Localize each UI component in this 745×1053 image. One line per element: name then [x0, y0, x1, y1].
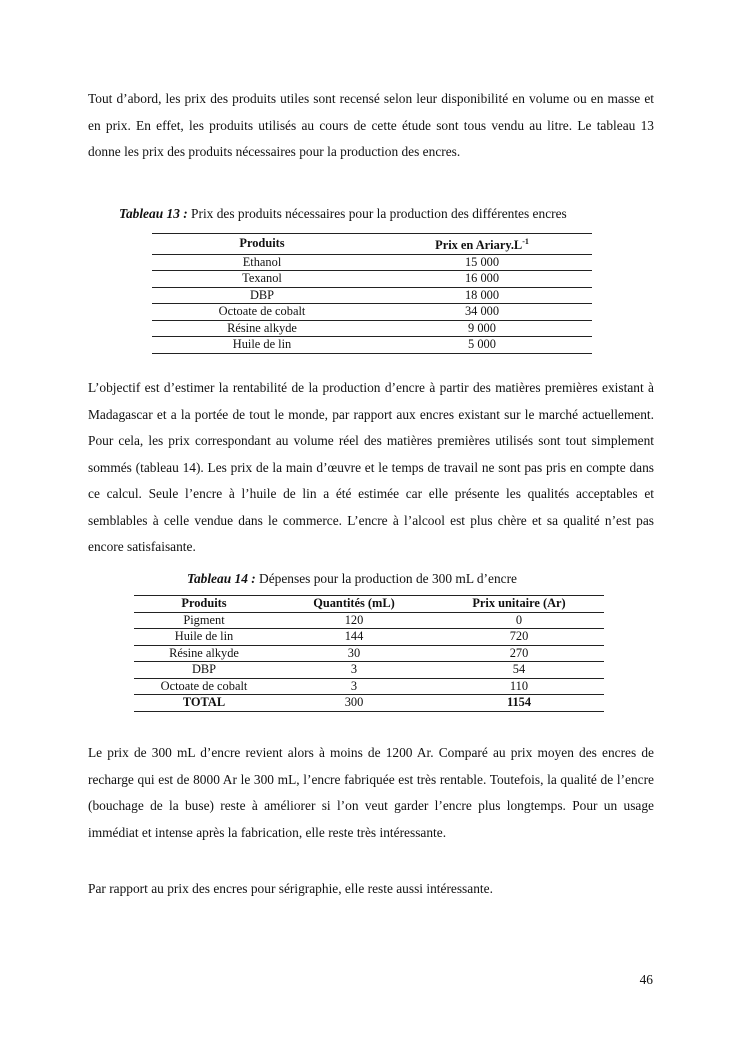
table14-total-row: [134, 695, 604, 712]
table14-cell: 720: [434, 629, 604, 646]
intro-paragraph: Tout d’abord, les prix des produits utiles sont recensé selon leur disponibilité en volume ou en masse et en prix. En effet, les produits utilisés au cours de cette étude sont tous vendu au litre. Le tableau 13 donne les prix des produits nécessaires pour la production des encres.: [88, 91, 654, 159]
table13-header-price-text: Prix en Ariary.L: [435, 238, 523, 253]
table14-total-label: TOTAL: [134, 695, 274, 712]
table14-cell: Pigment: [134, 612, 274, 629]
table14-header-quantity: Quantités (mL): [274, 596, 434, 613]
table13-cell: Ethanol: [152, 254, 372, 271]
page-number: 46: [639, 972, 653, 987]
table13-cell: Texanol: [152, 271, 372, 288]
table-row: [134, 629, 604, 646]
table14-header-products: Produits: [134, 596, 274, 613]
table13-header-products: Produits: [152, 234, 372, 255]
table-row: [134, 662, 604, 679]
table-row: [152, 287, 592, 304]
table14-cell: 144: [274, 629, 434, 646]
table14-cell: 120: [274, 612, 434, 629]
table13-cell: 15 000: [372, 254, 592, 271]
table14-cell: 54: [434, 662, 604, 679]
table13-title: Prix des produits nécessaires pour la production des différentes encres: [187, 206, 567, 221]
table-row: [152, 320, 592, 337]
table14-cell: Huile de lin: [134, 629, 274, 646]
table14-cell: Résine alkyde: [134, 645, 274, 662]
table14-title: Dépenses pour la production de 300 mL d’encre: [255, 571, 517, 586]
table14-cell: 3: [274, 662, 434, 679]
table13-caption: [119, 206, 567, 222]
table13-header-price: [372, 234, 592, 255]
table13-header-row: [152, 234, 592, 255]
table-row: [134, 645, 604, 662]
table14-header-unit-price: Prix unitaire (Ar): [434, 596, 604, 613]
table-row: [152, 271, 592, 288]
table-row: [152, 337, 592, 354]
table14-total-quantity: 300: [274, 695, 434, 712]
table13-cell: Résine alkyde: [152, 320, 372, 337]
table-row: [152, 254, 592, 271]
table13-cell: 34 000: [372, 304, 592, 321]
table14-cell: 110: [434, 678, 604, 695]
table-row: [134, 678, 604, 695]
table14: [134, 595, 604, 712]
table13-cell: Octoate de cobalt: [152, 304, 372, 321]
table13-cell: DBP: [152, 287, 372, 304]
table14-cell: 0: [434, 612, 604, 629]
final-paragraph: Par rapport au prix des encres pour sérigraphie, elle reste aussi intéressante.: [88, 881, 493, 896]
table14-caption: [187, 571, 517, 587]
table14-header-row: [134, 596, 604, 613]
table14-label: Tableau 14 :: [187, 571, 256, 586]
table13-cell: Huile de lin: [152, 337, 372, 354]
table14-cell: DBP: [134, 662, 274, 679]
table-row: [134, 612, 604, 629]
table13-cell: 18 000: [372, 287, 592, 304]
table13-header-price-exponent: -1: [522, 237, 529, 246]
table13-cell: 5 000: [372, 337, 592, 354]
table13-label: Tableau 13 :: [119, 206, 188, 221]
conclusion-paragraph: Le prix de 300 mL d’encre revient alors à moins de 1200 Ar. Comparé au prix moyen des encres de recharge qui est de 8000 Ar le 300 mL, l’encre fabriquée est très rentable. Toutefois, la qualité de l’encre (bouchage de la buse) reste à améliorer si l’on veut garder l’encre plus longtemps. Pour un usage immédiat et intense après la fabrication, elle reste très intéressante.: [88, 745, 654, 840]
table14-cell: 270: [434, 645, 604, 662]
table14-cell: 30: [274, 645, 434, 662]
table14-cell: 3: [274, 678, 434, 695]
table13: [152, 233, 592, 354]
table-row: [152, 304, 592, 321]
table13-cell: 16 000: [372, 271, 592, 288]
table14-total-price: 1154: [434, 695, 604, 712]
table13-cell: 9 000: [372, 320, 592, 337]
objective-paragraph: L’objectif est d’estimer la rentabilité de la production d’encre à partir des matières premières existant à Madagascar et a la portée de tout le monde, par rapport aux encres existant sur le marché actuellement. Pour cela, les prix correspondant au volume réel des matières premières utilisés sont tout simplement sommés (tableau 14). Les prix de la main d’œuvre et le temps de travail ne sont pas pris en compte dans ce calcul. Seule l’encre à l’huile de lin a été estimée car elle présente les qualités acceptables et semblables à celle vendue dans le commerce. L’encre à l’alcool est plus chère et sa qualité n’est pas encore satisfaisante.: [88, 380, 654, 554]
table14-cell: Octoate de cobalt: [134, 678, 274, 695]
